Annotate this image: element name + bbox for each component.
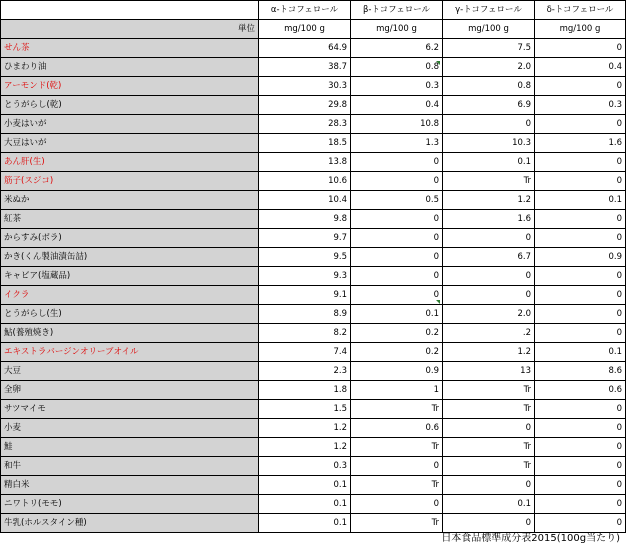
column-header-row — [1, 1, 626, 20]
value-gamma: 0.1 — [443, 495, 535, 514]
table-row — [1, 457, 626, 476]
value-alpha: 13.8 — [259, 153, 351, 172]
value-delta: 0 — [535, 514, 626, 533]
food-name: 紅茶 — [1, 210, 259, 229]
value-delta: 0 — [535, 495, 626, 514]
value-gamma: 0 — [443, 115, 535, 134]
value-delta: 1.6 — [535, 134, 626, 153]
value-alpha: 9.5 — [259, 248, 351, 267]
food-name: 和牛 — [1, 457, 259, 476]
table-row — [1, 381, 626, 400]
value-beta: Tr — [351, 400, 443, 419]
value-delta: 0 — [535, 267, 626, 286]
value-delta: 0 — [535, 172, 626, 191]
value-delta: 0 — [535, 438, 626, 457]
value-delta: 0.4 — [535, 58, 626, 77]
column-header-beta: β-トコフェロール — [351, 1, 443, 20]
unit-beta: mg/100 g — [351, 20, 443, 39]
value-delta: 0 — [535, 39, 626, 58]
value-delta: 0.6 — [535, 381, 626, 400]
value-beta: 0 — [351, 457, 443, 476]
table-row — [1, 343, 626, 362]
value-gamma: 0 — [443, 476, 535, 495]
food-name: からすみ(ボラ) — [1, 229, 259, 248]
source-caption: 日本食品標準成分表2015(100g当たり) — [441, 533, 620, 544]
value-gamma: 0 — [443, 286, 535, 305]
value-gamma: 6.7 — [443, 248, 535, 267]
value-beta: 0.9 — [351, 362, 443, 381]
table-row — [1, 324, 626, 343]
table-row — [1, 419, 626, 438]
value-alpha: 9.8 — [259, 210, 351, 229]
food-name: 精白米 — [1, 476, 259, 495]
unit-gamma: mg/100 g — [443, 20, 535, 39]
value-delta: 0.3 — [535, 96, 626, 115]
value-delta: 0 — [535, 210, 626, 229]
table-row — [1, 134, 626, 153]
food-name: せん茶 — [1, 39, 259, 58]
value-beta: Tr — [351, 476, 443, 495]
value-gamma: Tr — [443, 438, 535, 457]
value-gamma: 2.0 — [443, 305, 535, 324]
value-delta: 0 — [535, 400, 626, 419]
table-row — [1, 495, 626, 514]
value-gamma: Tr — [443, 457, 535, 476]
value-alpha: 0.1 — [259, 476, 351, 495]
food-name: ひまわり油 — [1, 58, 259, 77]
table-row — [1, 267, 626, 286]
value-alpha: 0.1 — [259, 514, 351, 533]
value-gamma: 1.6 — [443, 210, 535, 229]
value-alpha: 28.3 — [259, 115, 351, 134]
table-row — [1, 153, 626, 172]
table-row — [1, 58, 626, 77]
value-alpha: 1.8 — [259, 381, 351, 400]
table-row — [1, 39, 626, 58]
value-gamma: 0 — [443, 229, 535, 248]
food-name: 全卵 — [1, 381, 259, 400]
food-name: とうがらし(乾) — [1, 96, 259, 115]
value-delta: 0 — [535, 77, 626, 96]
table-row — [1, 248, 626, 267]
value-beta: 0 — [351, 248, 443, 267]
value-gamma: Tr — [443, 400, 535, 419]
value-alpha: 10.6 — [259, 172, 351, 191]
value-gamma: 0 — [443, 514, 535, 533]
value-alpha: 8.2 — [259, 324, 351, 343]
value-beta: 10.8 — [351, 115, 443, 134]
value-beta: 0 — [351, 210, 443, 229]
food-name: 大豆 — [1, 362, 259, 381]
table-row — [1, 476, 626, 495]
value-alpha: 7.4 — [259, 343, 351, 362]
value-gamma: 0.1 — [443, 153, 535, 172]
value-alpha: 10.4 — [259, 191, 351, 210]
table-row — [1, 96, 626, 115]
value-delta: 0.1 — [535, 343, 626, 362]
value-alpha: 1.2 — [259, 438, 351, 457]
value-gamma: 6.9 — [443, 96, 535, 115]
value-beta: 0.2 — [351, 343, 443, 362]
value-delta: 0 — [535, 324, 626, 343]
unit-alpha: mg/100 g — [259, 20, 351, 39]
comment-marker — [436, 300, 440, 304]
value-gamma: 1.2 — [443, 191, 535, 210]
value-beta: 0 — [351, 286, 443, 305]
value-alpha: 18.5 — [259, 134, 351, 153]
table-row — [1, 210, 626, 229]
value-delta: 0 — [535, 229, 626, 248]
food-name: ニワトリ(モモ) — [1, 495, 259, 514]
value-alpha: 29.8 — [259, 96, 351, 115]
value-beta: 0.4 — [351, 96, 443, 115]
value-gamma: Tr — [443, 172, 535, 191]
unit-label: 単位 — [1, 20, 259, 39]
value-beta: 6.2 — [351, 39, 443, 58]
table-row — [1, 286, 626, 305]
table-body — [1, 39, 626, 533]
table-row — [1, 305, 626, 324]
value-alpha: 64.9 — [259, 39, 351, 58]
food-name: エキストラバージンオリーブオイル — [1, 343, 259, 362]
food-name: 鮎(養殖焼き) — [1, 324, 259, 343]
food-name: イクラ — [1, 286, 259, 305]
value-gamma: 1.2 — [443, 343, 535, 362]
value-alpha: 2.3 — [259, 362, 351, 381]
value-beta: 0.6 — [351, 419, 443, 438]
value-beta: 0.3 — [351, 77, 443, 96]
column-header-gamma: γ-トコフェロール — [443, 1, 535, 20]
value-delta: 0 — [535, 305, 626, 324]
value-gamma: Tr — [443, 381, 535, 400]
value-beta: Tr — [351, 514, 443, 533]
value-beta: 0.1 — [351, 305, 443, 324]
value-alpha: 1.2 — [259, 419, 351, 438]
value-beta: 0.5 — [351, 191, 443, 210]
value-alpha: 0.1 — [259, 495, 351, 514]
value-gamma: 13 — [443, 362, 535, 381]
food-name: 筋子(スジコ) — [1, 172, 259, 191]
value-beta: 0.8 — [351, 58, 443, 77]
value-beta: 0 — [351, 153, 443, 172]
value-alpha: 30.3 — [259, 77, 351, 96]
value-beta: 0.2 — [351, 324, 443, 343]
value-beta: 1.3 — [351, 134, 443, 153]
table-row — [1, 115, 626, 134]
food-name: 大豆はいが — [1, 134, 259, 153]
column-header-alpha: α-トコフェロール — [259, 1, 351, 20]
corner-cell — [1, 1, 259, 20]
table-row — [1, 362, 626, 381]
value-alpha: 9.7 — [259, 229, 351, 248]
table-row — [1, 77, 626, 96]
food-name: 小麦はいが — [1, 115, 259, 134]
value-gamma: 2.0 — [443, 58, 535, 77]
food-name: 牛乳(ホルスタイン種) — [1, 514, 259, 533]
value-alpha: 9.1 — [259, 286, 351, 305]
food-name: 小麦 — [1, 419, 259, 438]
value-delta: 0 — [535, 457, 626, 476]
food-name: とうがらし(生) — [1, 305, 259, 324]
value-delta: 0 — [535, 476, 626, 495]
comment-marker — [436, 61, 440, 65]
value-beta: Tr — [351, 438, 443, 457]
food-name: あん肝(生) — [1, 153, 259, 172]
table-row — [1, 172, 626, 191]
value-gamma: 0 — [443, 267, 535, 286]
value-delta: 0 — [535, 286, 626, 305]
value-delta: 0.1 — [535, 191, 626, 210]
value-gamma: .2 — [443, 324, 535, 343]
value-alpha: 0.3 — [259, 457, 351, 476]
value-alpha: 1.5 — [259, 400, 351, 419]
value-delta: 8.6 — [535, 362, 626, 381]
value-delta: 0.9 — [535, 248, 626, 267]
table-row — [1, 438, 626, 457]
value-delta: 0 — [535, 115, 626, 134]
value-delta: 0 — [535, 419, 626, 438]
value-gamma: 7.5 — [443, 39, 535, 58]
food-name: かき(くん製油漬缶詰) — [1, 248, 259, 267]
value-gamma: 0 — [443, 419, 535, 438]
column-header-delta: δ-トコフェロール — [535, 1, 626, 20]
food-name: キャビア(塩蔵品) — [1, 267, 259, 286]
value-beta: 0 — [351, 172, 443, 191]
value-alpha: 38.7 — [259, 58, 351, 77]
unit-delta: mg/100 g — [535, 20, 626, 39]
table-row — [1, 229, 626, 248]
food-name: サツマイモ — [1, 400, 259, 419]
value-beta: 0 — [351, 267, 443, 286]
food-name: 米ぬか — [1, 191, 259, 210]
value-alpha: 8.9 — [259, 305, 351, 324]
value-beta: 0 — [351, 229, 443, 248]
food-name: 鮭 — [1, 438, 259, 457]
table-row — [1, 191, 626, 210]
value-gamma: 0.8 — [443, 77, 535, 96]
value-beta: 1 — [351, 381, 443, 400]
value-alpha: 9.3 — [259, 267, 351, 286]
unit-row — [1, 20, 626, 39]
value-beta: 0 — [351, 495, 443, 514]
value-gamma: 10.3 — [443, 134, 535, 153]
value-delta: 0 — [535, 153, 626, 172]
table-row — [1, 400, 626, 419]
food-name: アーモンド(乾) — [1, 77, 259, 96]
